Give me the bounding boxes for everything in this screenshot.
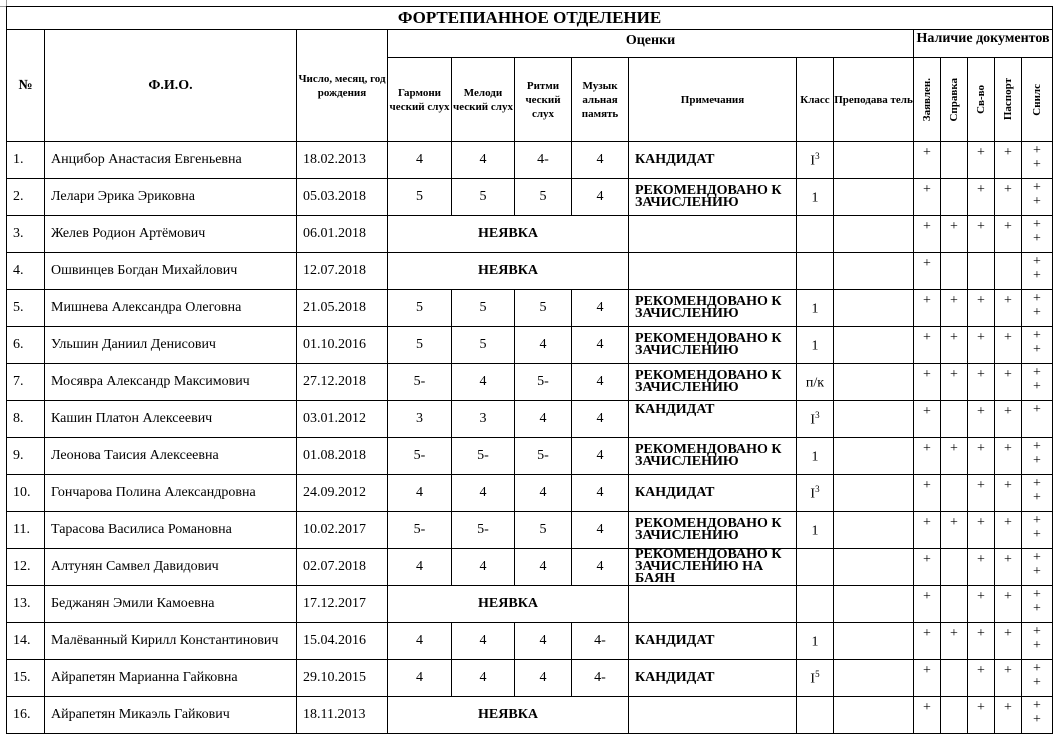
table-row — [7, 401, 1053, 438]
document-mark: + — [995, 475, 1022, 512]
document-mark — [941, 142, 968, 179]
teacher-cell — [834, 216, 914, 253]
grade-cell: 4 — [515, 327, 572, 364]
document-mark — [941, 660, 968, 697]
teacher-cell — [834, 623, 914, 660]
class-superscript: 3 — [815, 150, 820, 161]
class-cell — [797, 253, 834, 290]
grade-cell: 5 — [388, 179, 452, 216]
teacher-cell — [834, 475, 914, 512]
document-mark: + — [968, 549, 995, 586]
grade-cell: 5- — [515, 438, 572, 475]
document-mark: + + — [1022, 179, 1053, 216]
grade-cell: 4 — [388, 623, 452, 660]
document-mark: + — [1022, 401, 1053, 438]
teacher-cell — [834, 549, 914, 586]
grade-cell: 4 — [572, 327, 629, 364]
grade-cell: 4 — [388, 549, 452, 586]
document-mark: + — [995, 549, 1022, 586]
student-name: Малёванный Кирилл Константинович — [45, 623, 297, 660]
class-cell — [797, 549, 834, 586]
document-mark: + — [995, 438, 1022, 475]
document-mark: + — [941, 364, 968, 401]
grade-cell: 4 — [515, 660, 572, 697]
document-mark: + — [995, 512, 1022, 549]
grade-cell: 4 — [452, 142, 515, 179]
header-dob: Число, месяц, год рождения — [297, 30, 388, 142]
document-mark: + — [914, 586, 941, 623]
grade-cell: 3 — [388, 401, 452, 438]
document-mark: + — [968, 697, 995, 734]
student-name: Ошвинцев Богдан Михайлович — [45, 253, 297, 290]
class-cell — [797, 290, 834, 327]
grade-cell: 4 — [572, 179, 629, 216]
grade-cell: 5 — [452, 327, 515, 364]
table-row — [7, 512, 1053, 549]
birth-date: 01.10.2016 — [297, 327, 388, 364]
grade-cell: 4 — [572, 401, 629, 438]
document-mark: + + — [1022, 290, 1053, 327]
document-mark: + — [995, 327, 1022, 364]
header-fio: Ф.И.О. — [45, 30, 297, 142]
document-mark: + + — [1022, 623, 1053, 660]
birth-date: 27.12.2018 — [297, 364, 388, 401]
document-mark: + + — [1022, 512, 1053, 549]
birth-date: 15.04.2016 — [297, 623, 388, 660]
grade-cell: 4- — [515, 142, 572, 179]
class-cell — [797, 512, 834, 549]
document-mark: + + — [1022, 216, 1053, 253]
document-mark: + — [968, 216, 995, 253]
document-mark: + — [995, 401, 1022, 438]
header-doc-birth-cert — [968, 58, 995, 142]
class-value: 1 — [811, 449, 819, 465]
student-name: Ульшин Даниил Денисович — [45, 327, 297, 364]
teacher-cell — [834, 586, 914, 623]
document-mark: + — [995, 364, 1022, 401]
birth-date: 24.09.2012 — [297, 475, 388, 512]
class-superscript: 3 — [815, 483, 820, 494]
document-mark: + — [968, 401, 995, 438]
header-teacher: Преподава тель — [834, 58, 914, 142]
class-superscript: 5 — [815, 668, 820, 679]
document-mark: + — [914, 697, 941, 734]
row-number: 14. — [7, 623, 45, 660]
document-mark: + + — [1022, 660, 1053, 697]
birth-date: 17.12.2017 — [297, 586, 388, 623]
document-mark: + — [914, 253, 941, 290]
document-mark: + — [941, 290, 968, 327]
student-name: Беджанян Эмили Камоевна — [45, 586, 297, 623]
document-mark: + — [914, 623, 941, 660]
class-cell — [797, 660, 834, 697]
note-cell — [629, 586, 797, 623]
class-value: I — [810, 153, 816, 169]
header-notes: Примечания — [629, 58, 797, 142]
no-show-mark: НЕЯВКА — [388, 586, 629, 623]
grade-cell: 4 — [515, 549, 572, 586]
class-cell — [797, 438, 834, 475]
class-cell — [797, 364, 834, 401]
birth-date: 02.07.2018 — [297, 549, 388, 586]
table-row — [7, 179, 1053, 216]
grade-cell: 5- — [452, 512, 515, 549]
row-number: 6. — [7, 327, 45, 364]
grade-cell: 5 — [388, 327, 452, 364]
table-title: ФОРТЕПИАННОЕ ОТДЕЛЕНИЕ — [7, 7, 1053, 30]
document-mark: + — [968, 660, 995, 697]
table-row — [7, 327, 1053, 364]
document-mark: + — [914, 660, 941, 697]
grade-cell: 4- — [572, 660, 629, 697]
grade-cell: 5 — [388, 290, 452, 327]
document-mark: + + — [1022, 697, 1053, 734]
document-mark: + — [914, 290, 941, 327]
header-doc-label: Заявлен. — [921, 77, 933, 122]
class-value: 1 — [811, 523, 819, 539]
teacher-cell — [834, 142, 914, 179]
document-mark: + — [914, 512, 941, 549]
class-value: 1 — [811, 301, 819, 317]
student-name: Мосявра Александр Максимович — [45, 364, 297, 401]
class-value: I — [810, 412, 816, 428]
grade-cell: 4 — [572, 475, 629, 512]
grade-cell: 5 — [452, 179, 515, 216]
grade-cell: 4 — [572, 364, 629, 401]
teacher-cell — [834, 327, 914, 364]
document-mark: + — [968, 512, 995, 549]
grade-cell: 4 — [572, 142, 629, 179]
document-mark — [941, 697, 968, 734]
grade-cell: 4 — [515, 623, 572, 660]
class-value: 1 — [811, 190, 819, 206]
table-row — [7, 660, 1053, 697]
row-number: 13. — [7, 586, 45, 623]
grade-cell: 4 — [572, 512, 629, 549]
class-cell — [797, 586, 834, 623]
grade-cell: 4 — [452, 475, 515, 512]
row-number: 16. — [7, 697, 45, 734]
header-doc-label: Паспорт — [1002, 78, 1014, 121]
row-number: 10. — [7, 475, 45, 512]
teacher-cell — [834, 253, 914, 290]
note-cell: РЕКОМЕНДОВАНО К ЗАЧИСЛЕНИЮ — [629, 364, 797, 401]
grade-cell: 4 — [388, 142, 452, 179]
birth-date: 01.08.2018 — [297, 438, 388, 475]
teacher-cell — [834, 512, 914, 549]
header-melodic: Мелоди ческий слух — [452, 58, 515, 142]
note-cell: РЕКОМЕНДОВАНО К ЗАЧИСЛЕНИЮ НА БАЯН — [629, 549, 797, 586]
grade-cell: 5- — [452, 438, 515, 475]
table-row — [7, 549, 1053, 586]
note-cell: КАНДИДАТ — [629, 660, 797, 697]
grade-cell: 4 — [572, 438, 629, 475]
grade-cell: 5 — [452, 290, 515, 327]
document-mark: + — [941, 512, 968, 549]
student-name: Леонова Таисия Алексеевна — [45, 438, 297, 475]
enrollment-table — [6, 6, 1053, 734]
document-mark — [941, 475, 968, 512]
birth-date: 12.07.2018 — [297, 253, 388, 290]
student-name: Гончарова Полина Александровна — [45, 475, 297, 512]
document-mark: + — [968, 586, 995, 623]
document-mark — [968, 253, 995, 290]
document-mark: + — [968, 438, 995, 475]
table-row — [7, 364, 1053, 401]
grade-cell: 4 — [452, 549, 515, 586]
teacher-cell — [834, 697, 914, 734]
teacher-cell — [834, 438, 914, 475]
header-doc-label: Св-во — [975, 85, 987, 114]
note-cell: РЕКОМЕНДОВАНО К ЗАЧИСЛЕНИЮ — [629, 290, 797, 327]
row-number: 7. — [7, 364, 45, 401]
teacher-cell — [834, 660, 914, 697]
row-number: 1. — [7, 142, 45, 179]
class-value: 1 — [811, 634, 819, 650]
grade-cell: 5- — [515, 364, 572, 401]
document-mark: + — [995, 290, 1022, 327]
document-mark — [941, 253, 968, 290]
note-cell: РЕКОМЕНДОВАНО К ЗАЧИСЛЕНИЮ — [629, 179, 797, 216]
document-mark: + + — [1022, 586, 1053, 623]
grade-cell: 4 — [572, 290, 629, 327]
document-mark: + — [914, 327, 941, 364]
header-documents: Наличие документов — [914, 30, 1053, 58]
table-row — [7, 438, 1053, 475]
grade-cell: 4 — [388, 660, 452, 697]
class-cell — [797, 216, 834, 253]
document-mark: + — [968, 290, 995, 327]
document-mark — [941, 401, 968, 438]
birth-date: 03.01.2012 — [297, 401, 388, 438]
document-mark: + — [995, 142, 1022, 179]
note-cell — [629, 697, 797, 734]
note-cell: КАНДИДАТ — [629, 142, 797, 179]
grade-cell: 4 — [452, 623, 515, 660]
header-doc-application — [914, 58, 941, 142]
class-cell — [797, 697, 834, 734]
header-harmonic: Гармони ческий слух — [388, 58, 452, 142]
table-row — [7, 475, 1053, 512]
document-mark: + — [914, 475, 941, 512]
birth-date: 05.03.2018 — [297, 179, 388, 216]
document-mark: + — [941, 216, 968, 253]
grade-cell: 5 — [515, 179, 572, 216]
note-cell: КАНДИДАТ — [629, 475, 797, 512]
header-doc-label: Снилс — [1031, 83, 1043, 116]
student-name: Анцибор Анастасия Евгеньевна — [45, 142, 297, 179]
class-value: п/к — [805, 375, 825, 391]
table-row — [7, 623, 1053, 660]
document-mark: + — [914, 142, 941, 179]
class-cell — [797, 475, 834, 512]
note-cell — [629, 253, 797, 290]
document-mark: + — [968, 475, 995, 512]
table-row — [7, 586, 1053, 623]
row-number: 11. — [7, 512, 45, 549]
document-mark: + — [995, 697, 1022, 734]
no-show-mark: НЕЯВКА — [388, 253, 629, 290]
document-mark: + — [941, 327, 968, 364]
header-doc-certificate — [941, 58, 968, 142]
document-mark: + + — [1022, 438, 1053, 475]
birth-date: 06.01.2018 — [297, 216, 388, 253]
document-mark: + — [968, 327, 995, 364]
document-mark: + — [914, 438, 941, 475]
grade-cell: 4- — [572, 623, 629, 660]
header-doc-label: Справка — [948, 77, 960, 122]
class-value: I — [810, 671, 816, 687]
document-mark: + — [995, 216, 1022, 253]
document-mark: + — [995, 179, 1022, 216]
document-mark: + — [914, 216, 941, 253]
teacher-cell — [834, 364, 914, 401]
header-doc-passport — [995, 58, 1022, 142]
note-cell: РЕКОМЕНДОВАНО К ЗАЧИСЛЕНИЮ — [629, 438, 797, 475]
class-cell — [797, 327, 834, 364]
grade-cell: 5- — [388, 512, 452, 549]
student-name: Кашин Платон Алексеевич — [45, 401, 297, 438]
document-mark — [941, 549, 968, 586]
grade-cell: 4 — [515, 401, 572, 438]
class-cell — [797, 179, 834, 216]
student-name: Алтунян Самвел Давидович — [45, 549, 297, 586]
document-mark: + — [914, 364, 941, 401]
note-cell: КАНДИДАТ — [629, 401, 797, 438]
student-name: Мишнева Александра Олеговна — [45, 290, 297, 327]
row-number: 9. — [7, 438, 45, 475]
grade-cell: 4 — [572, 549, 629, 586]
grade-cell: 3 — [452, 401, 515, 438]
class-superscript: 3 — [815, 409, 820, 420]
birth-date: 18.02.2013 — [297, 142, 388, 179]
row-number: 15. — [7, 660, 45, 697]
document-mark: + + — [1022, 549, 1053, 586]
document-sheet — [6, 6, 1052, 734]
class-value: 1 — [811, 338, 819, 354]
student-name: Айрапетян Марианна Гайковна — [45, 660, 297, 697]
document-mark: + + — [1022, 364, 1053, 401]
class-cell — [797, 142, 834, 179]
teacher-cell — [834, 179, 914, 216]
table-row — [7, 216, 1053, 253]
birth-date: 21.05.2018 — [297, 290, 388, 327]
row-number: 12. — [7, 549, 45, 586]
document-mark: + — [914, 401, 941, 438]
document-mark: + — [995, 623, 1022, 660]
grade-cell: 4 — [452, 660, 515, 697]
note-cell: РЕКОМЕНДОВАНО К ЗАЧИСЛЕНИЮ — [629, 327, 797, 364]
document-mark: + + — [1022, 142, 1053, 179]
document-mark: + + — [1022, 253, 1053, 290]
document-mark: + — [941, 623, 968, 660]
table-row — [7, 697, 1053, 734]
student-name: Лелари Эрика Эриковна — [45, 179, 297, 216]
header-grades: Оценки — [388, 30, 914, 58]
document-mark: + — [968, 364, 995, 401]
class-value: I — [810, 486, 816, 502]
note-cell: КАНДИДАТ — [629, 623, 797, 660]
student-name: Айрапетян Микаэль Гайкович — [45, 697, 297, 734]
document-mark: + — [968, 142, 995, 179]
header-memory: Музык альная память — [572, 58, 629, 142]
grade-cell: 5- — [388, 438, 452, 475]
document-mark — [941, 179, 968, 216]
grade-cell: 5- — [388, 364, 452, 401]
header-rhythmic: Ритми ческий слух — [515, 58, 572, 142]
document-mark: + — [968, 623, 995, 660]
table-row — [7, 290, 1053, 327]
no-show-mark: НЕЯВКА — [388, 697, 629, 734]
document-mark: + — [995, 586, 1022, 623]
row-number: 8. — [7, 401, 45, 438]
note-cell: РЕКОМЕНДОВАНО К ЗАЧИСЛЕНИЮ — [629, 512, 797, 549]
document-mark: + — [914, 549, 941, 586]
no-show-mark: НЕЯВКА — [388, 216, 629, 253]
row-number: 3. — [7, 216, 45, 253]
document-mark: + — [914, 179, 941, 216]
header-num: № — [7, 30, 45, 142]
row-number: 2. — [7, 179, 45, 216]
grade-cell: 4 — [452, 364, 515, 401]
student-name: Тарасова Василиса Романовна — [45, 512, 297, 549]
header-doc-snils — [1022, 58, 1053, 142]
header-class: Класс — [797, 58, 834, 142]
document-mark: + + — [1022, 475, 1053, 512]
grade-cell: 4 — [388, 475, 452, 512]
document-mark — [941, 586, 968, 623]
grade-cell: 5 — [515, 512, 572, 549]
birth-date: 29.10.2015 — [297, 660, 388, 697]
table-row — [7, 253, 1053, 290]
row-number: 4. — [7, 253, 45, 290]
document-mark: + — [995, 660, 1022, 697]
birth-date: 10.02.2017 — [297, 512, 388, 549]
document-mark: + — [941, 438, 968, 475]
table-row — [7, 142, 1053, 179]
document-mark: + — [968, 179, 995, 216]
teacher-cell — [834, 401, 914, 438]
class-cell — [797, 623, 834, 660]
note-cell — [629, 216, 797, 253]
document-mark: + + — [1022, 327, 1053, 364]
class-cell — [797, 401, 834, 438]
teacher-cell — [834, 290, 914, 327]
row-number: 5. — [7, 290, 45, 327]
table-body — [7, 142, 1053, 734]
birth-date: 18.11.2013 — [297, 697, 388, 734]
document-mark — [995, 253, 1022, 290]
student-name: Желев Родион Артёмович — [45, 216, 297, 253]
grade-cell: 4 — [515, 475, 572, 512]
grade-cell: 5 — [515, 290, 572, 327]
